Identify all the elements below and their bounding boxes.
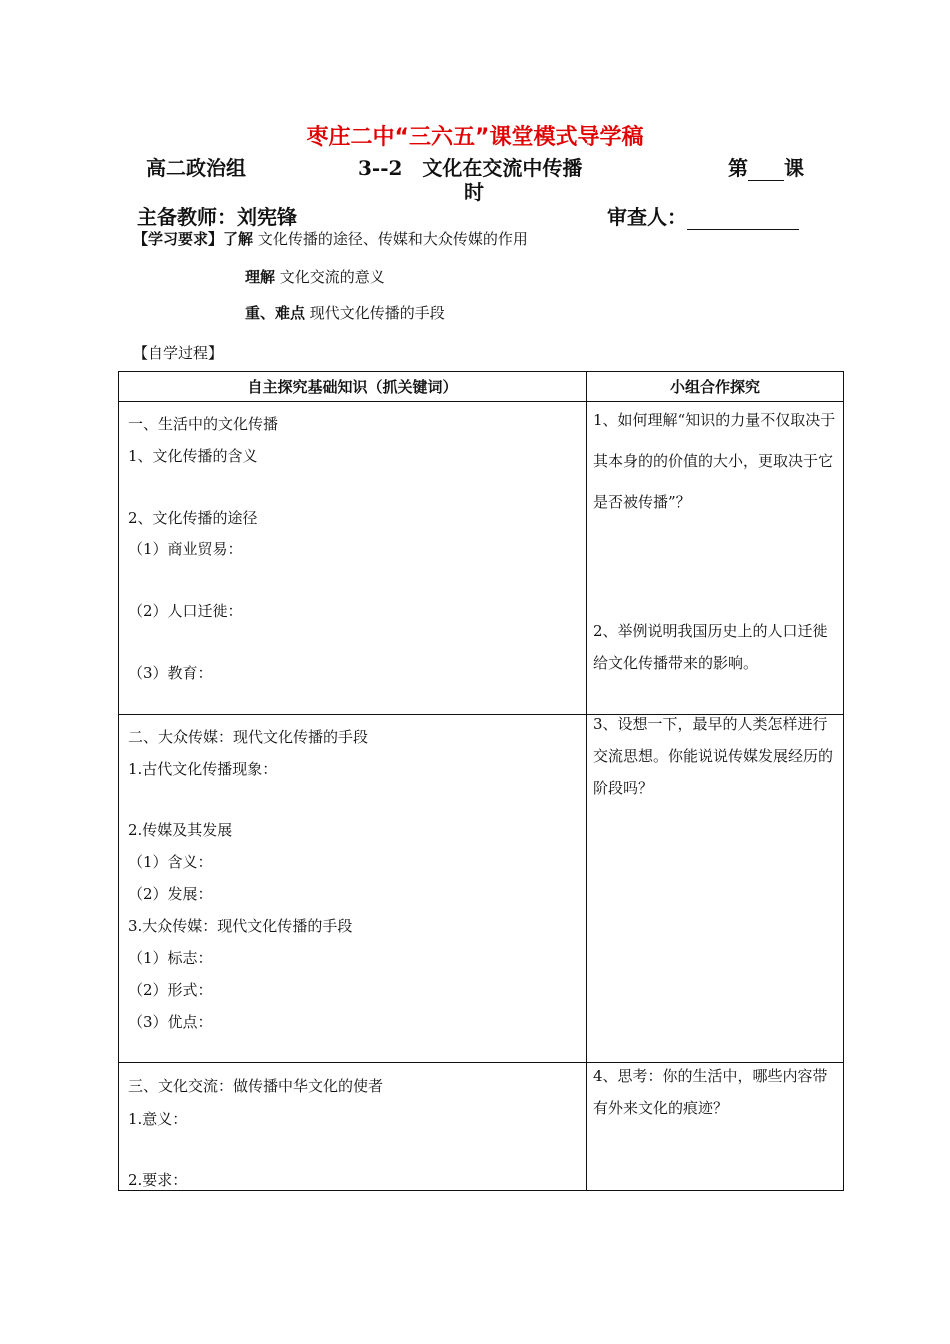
s1-left-line: 2、文化传播的途径	[128, 509, 258, 527]
lesson-title: 3--2 文化在交流中传播	[358, 156, 583, 180]
req-text-1: 文化传播的途径、传媒和大众传媒的作用	[257, 230, 528, 248]
reviewer-blank	[687, 209, 799, 230]
column-divider	[586, 372, 587, 1190]
reviewer-field	[607, 201, 799, 230]
period-prefix: 第	[728, 156, 748, 180]
s2-question-3: 3、设想一下，最早的人类怎样进行交流思想。你能说说传媒发展经历的阶段吗？	[593, 715, 834, 797]
s2-left-line: （2）形式：	[128, 981, 213, 999]
teacher-label: 主备教师：刘宪锋	[137, 205, 297, 229]
s3-left-line: 2.要求：	[128, 1171, 188, 1189]
s2-left-line: （2）发展：	[128, 885, 213, 903]
period-field	[728, 152, 804, 181]
s3-left-line: 三、文化交流：做传播中华文化的使者	[128, 1077, 384, 1095]
requirement-line-1	[133, 228, 528, 249]
s1-left-line: 1、文化传播的含义	[128, 447, 258, 465]
s2-left-line: 二、大众传媒：现代文化传播的手段	[128, 728, 369, 746]
period-suffix: 课	[784, 156, 804, 180]
s3-left-line: 1.意义：	[128, 1110, 188, 1128]
reviewer-label: 审查人：	[607, 205, 687, 229]
s2-left-line: 1.古代文化传播现象：	[128, 760, 278, 778]
requirement-line-2	[245, 266, 385, 287]
s1-left-line: （2）人口迁徙：	[128, 602, 243, 620]
s2-left-line: （3）优点：	[128, 1013, 213, 1031]
s1-left-line: （3）教育：	[128, 664, 213, 682]
s1-left-line: （1）商业贸易：	[128, 540, 243, 558]
self-study-label: 【自学过程】	[133, 344, 224, 362]
req-key-1: 了解	[223, 230, 254, 248]
req-text-3: 现代文化传播的手段	[309, 304, 445, 322]
study-table	[118, 371, 844, 1191]
requirements-label: 【学习要求】	[133, 230, 224, 248]
s2-left-line: （1）含义：	[128, 853, 213, 871]
period-wrap: 时	[464, 180, 484, 204]
s2-left-line: （1）标志：	[128, 949, 213, 967]
s2-left-line: 3.大众传媒：现代文化传播的手段	[128, 917, 353, 935]
col-header-right: 小组合作探究	[669, 378, 760, 396]
document-title: 枣庄二中“三六五”课堂模式导学稿	[306, 125, 644, 150]
col-header-left: 自主探究基础知识（抓关键词）	[247, 378, 458, 396]
group-label: 高二政治组	[146, 156, 246, 180]
requirement-line-3	[245, 302, 445, 323]
s1-question-1: 1、如何理解“知识的力量不仅取决于其本身的的价值的大小，更取决于它是否被传播”？	[593, 411, 836, 511]
s3-question-4: 4、思考：你的生活中，哪些内容带有外来文化的痕迹？	[593, 1067, 828, 1117]
period-blank	[748, 160, 784, 181]
s1-left-line: 一、生活中的文化传播	[128, 415, 279, 433]
req-key-2: 理解	[245, 268, 276, 286]
s2-left-line: 2.传媒及其发展	[128, 821, 233, 839]
s1-question-2: 2、举例说明我国历史上的人口迁徙给文化传播带来的影响。	[593, 622, 828, 672]
req-text-2: 文化交流的意义	[279, 268, 385, 286]
req-key-3: 重、难点	[245, 304, 306, 322]
